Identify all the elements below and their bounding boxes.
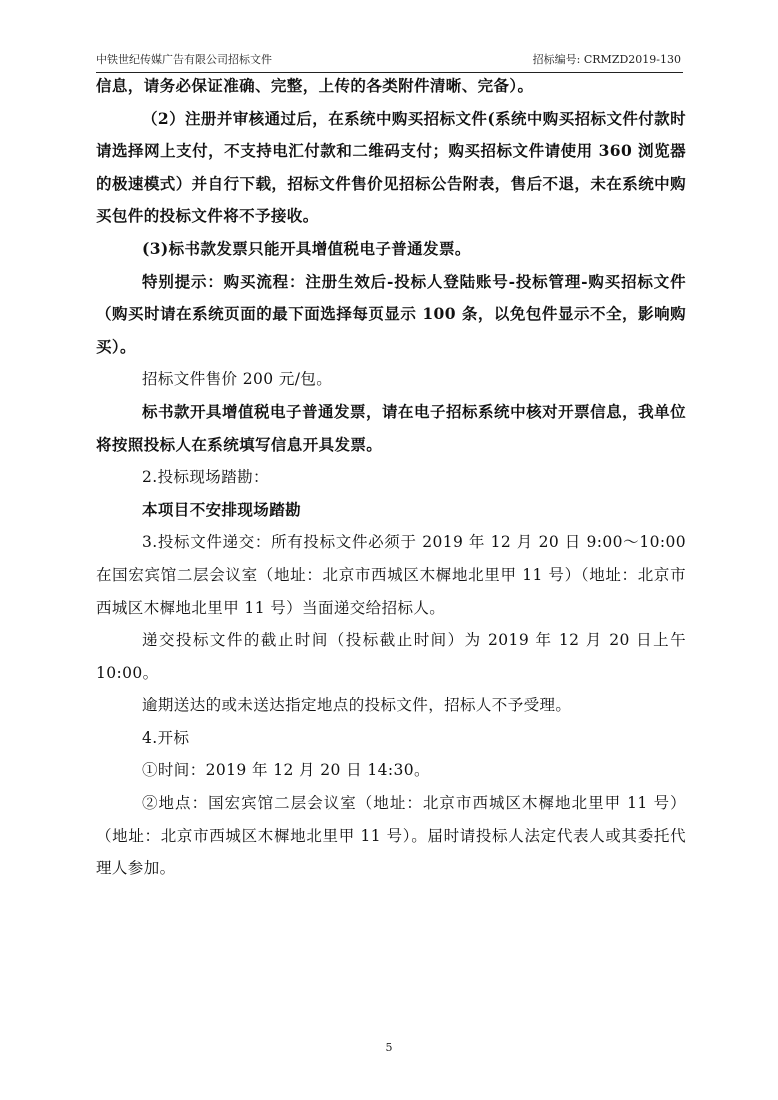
paragraph-purchase-steps: （2）注册并审核通过后，在系统中购买招标文件(系统中购买招标文件付款时请选择网上支付，不支持电汇付款和二维码支付；购买招标文件请使用 360 浏览器的极速模式）并自行下载，招标文件售价见招标公告附表，售后不退，未在系统中购买包件的投标文件将不予接收。	[96, 108, 686, 226]
section-heading-site-visit: 2.投标现场踏勘：	[142, 468, 269, 487]
paragraph-submission: 3.投标文件递交：所有投标文件必须于 2019 年 12 月 20 日 9:00～10:00 在国宏宾馆二层会议室（地址：北京市西城区木樨地北里甲 11 号）（地址：北京市西城区木樨地北里甲 11 号）当面递交给招标人。	[96, 533, 686, 617]
paragraph-price: 招标文件售价 200 元/包。	[142, 370, 333, 389]
paragraph-info-continued: 信息，请务必保证准确、完整，上传的各类附件清晰、完备）。	[96, 76, 534, 95]
page-number: 5	[385, 1041, 393, 1054]
header-tender-number: 招标编号: CRMZD2019-130	[532, 53, 681, 66]
paragraph-opening-location: ②地点：国宏宾馆二层会议室（地址：北京市西城区木樨地北里甲 11 号）（地址：北京市西城区木樨地北里甲 11 号）。届时请投标人法定代表人或其委托代理人参加。	[96, 794, 686, 878]
paragraph-no-site-visit: 本项目不安排现场踏勘	[142, 499, 302, 519]
paragraph-special-notice: 特别提示：购买流程：注册生效后-投标人登陆账号-投标管理-购买招标文件（购买时请在系统页面的最下面选择每页显示 100 条，以免包件显示不全，影响购买）。	[96, 271, 686, 356]
section-heading-bid-opening: 4.开标	[142, 728, 190, 747]
paragraph-invoice-details: 标书款开具增值税电子普通发票，请在电子招标系统中核对开票信息，我单位将按照投标人在系统填写信息开具发票。	[96, 401, 686, 454]
document-body	[96, 70, 686, 885]
paragraph-opening-time: ①时间：2019 年 12 月 20 日 14:30。	[142, 761, 430, 780]
header-company-title: 中铁世纪传媒广告有限公司招标文件	[96, 53, 272, 66]
paragraph-deadline: 递交投标文件的截止时间（投标截止时间）为 2019 年 12 月 20 日上午 10:00。	[96, 631, 686, 682]
paragraph-late-submission: 逾期送达的或未送达指定地点的投标文件，招标人不予受理。	[142, 696, 572, 715]
paragraph-invoice-note: (3)标书款发票只能开具增值税电子普通发票。	[142, 238, 471, 258]
